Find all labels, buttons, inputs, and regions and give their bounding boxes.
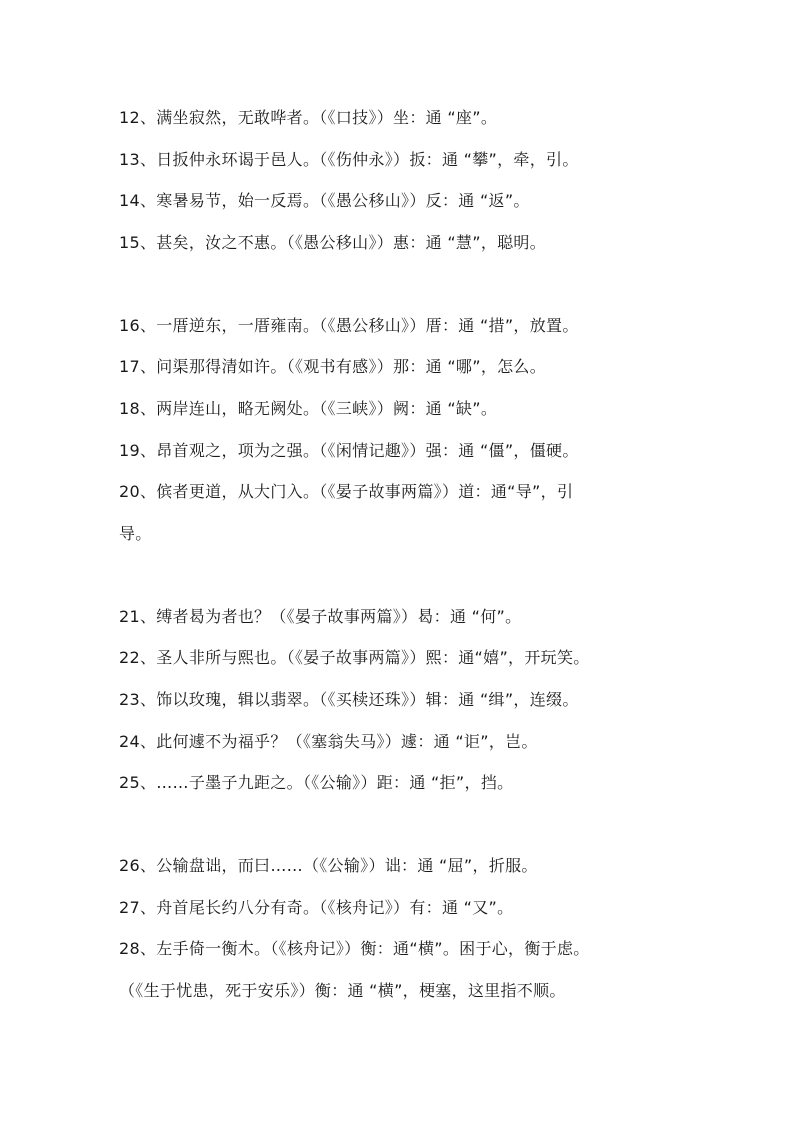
text-line-12: 12、满坐寂然，无敢哗者。（《口技》）坐：通 “座”。	[119, 108, 498, 127]
text-line-22: 22、圣人非所与熙也。（《晏子故事两篇》）熙：通“嬉”，开玩笑。	[119, 648, 590, 667]
text-line-27: 27、舟首尾长约八分有奇。（《核舟记》）有：通 “又”。	[119, 898, 514, 917]
text-line-18: 18、两岸连山，略无阙处。（《三峡》）阙：通 “缺”。	[119, 399, 498, 418]
text-line-14: 14、寒暑易节，始一反焉。（《愚公移山》）反：通 “返”。	[119, 191, 530, 210]
text-line-23: 23、饰以玫瑰，辑以翡翠。（《买椟还珠》）辑：通 “缉”，连缀。	[119, 690, 579, 709]
text-line-17: 17、问渠那得清如许。（《观书有感》）那：通 “哪”，怎么。	[119, 357, 547, 376]
text-line-28: 28、左手倚一衡木。（《核舟记》）衡：通“横”。困于心，衡于虑。	[119, 939, 590, 958]
text-line-16: 16、一厝逆东，一厝雍南。（《愚公移山》）厝：通 “措”，放置。	[119, 316, 579, 335]
text-line-24: 24、此何遽不为福乎？（《塞翁失马》）遽：通 “讵”，岂。	[119, 732, 538, 751]
text-line-15: 15、甚矣，汝之不惠。（《愚公移山》）惠：通 “慧”，聪明。	[119, 233, 547, 252]
text-line-13: 13、日扳仲永环谒于邑人。（《伤仲永》）扳：通 “攀”，牵，引。	[119, 150, 579, 169]
text-line-28-cont: （《生于忧患，死于安乐》）衡：通 “横”，梗塞，这里指不顺。	[119, 981, 566, 1000]
text-line-20-cont: 导。	[119, 524, 152, 543]
text-line-19: 19、昂首观之，项为之强。（《闲情记趣》）强：通 “僵”，僵硬。	[119, 441, 579, 460]
text-line-20: 20、傧者更道，从大门入。（《晏子故事两篇》）道：通“导”，引	[119, 482, 574, 501]
text-line-21: 21、缚者曷为者也？（《晏子故事两篇》）曷：通 “何”。	[119, 607, 522, 626]
text-line-26: 26、公输盘诎，而曰……（《公输》）诎：通 “屈”，折服。	[119, 856, 538, 875]
text-line-25: 25、……子墨子九距之。（《公输》）距：通 “拒”，挡。	[119, 773, 514, 792]
